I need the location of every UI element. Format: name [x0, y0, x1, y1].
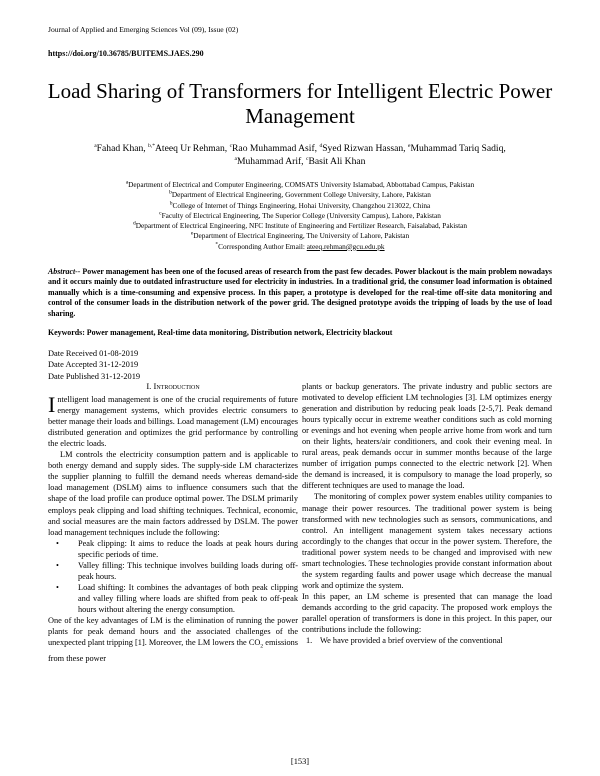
list-item: • Load shifting: It combines the advantages of both peak clipping and valley filling where loads are shifted from peak to off-peak hours without altering the energy consumption.: [78, 582, 298, 615]
author-name: $^e$Muhammad Tariq Sadiq,: [407, 142, 506, 154]
lm-techniques-list: [48, 538, 298, 615]
intro-paragraph-2: LM controls the electricity consumption pattern and is applicable to both energy demand and supply sides. The supply-side LM characterizes the supplier planning to fulfill the demand needs whereas demand-side load management (DSLM) aims to influence consumers such that the shape of the load profile can produce optimal power. The DSLM primarily employs peak clipping and load shifting techniques. Technical, economic, and social measures are the main factors addressed by DSLM. The power load management techniques include the following:: [48, 450, 298, 537]
affiliations: [60, 180, 540, 252]
author-list: [70, 142, 530, 168]
date-accepted: Date Accepted 31-12-2019: [48, 360, 139, 370]
right-column: [302, 381, 552, 646]
affiliation-line: $^e$Department of Electrical Engineering, The University of Lahore, Pakistan: [190, 231, 410, 241]
affiliation-line: $^b$Department of Electrical Engineering, Government College University, Lahore, Pakistan: [169, 189, 431, 200]
paper-title: Load Sharing of Transformers for Intelligent Electric Power Management: [47, 79, 553, 128]
journal-header: Journal of Applied and Emerging Sciences Vol (09), Issue (02): [48, 25, 239, 34]
list-item: • Peak clipping: It aims to reduce the loads at peak hours during specific periods of time.: [78, 538, 298, 560]
list-item: 1. We have provided a brief overview of the conventional: [306, 636, 503, 646]
dates: [48, 348, 140, 382]
affiliation-line: $^a$Department of Electrical and Computer Engineering, COMSATS University Islamabad, Abbottabad Campus, Pakistan: [125, 179, 475, 189]
abstract-label: Abstract--: [48, 267, 81, 276]
author-name: $^a$Muhammad Arif,: [234, 155, 306, 167]
keywords: Keywords: Power management, Real-time data monitoring, Distribution network, Electricity blackout: [48, 328, 393, 337]
author-name: $^{b,*}$Ateeq Ur Rehman,: [148, 142, 230, 154]
abstract: [48, 267, 552, 319]
abstract-text: Power management has been one of the focused areas of research from the past few decades. Power blackout is the main problem nowadays and it occurs mainly due to outdated infrastructure used for electricity in industries. In a traditional grid, the consumer load information is obtained manually which is a time-consuming and expensive process. In this paper, a prototype is developed for the real-time off-site data monitoring and control of the consumer loads in the distribution network of the power grid. The designed prototype avoids the tripping of loads by the use of load sharing.: [48, 267, 552, 318]
date-received: Date Received 01-08-2019: [48, 349, 139, 358]
corresponding-author: *Corresponding Author Email: ateeq.rehman@gcu.edu.pk: [215, 241, 385, 251]
date-published: Date Published 31-12-2019: [48, 371, 141, 381]
intro-paragraph-5: The monitoring of complex power system enables utility companies to manage their power resources. The traditional power system is being transformed with new technologies such as sensors, communications, and control. An intelligent management system takes necessary actions accordingly to the changes that occur in the power system. Therefore, the traditional power system needs to be changed and improvised with new smart technologies. These technologies provide constant information about the system regarding faults and power usage which decrease the manual work and optimize the system.: [302, 492, 552, 590]
intro-paragraph-3: One of the key advantages of LM is the elimination of running the power plants for peak demand hours and the associated challenges of the unexpected plant tripping [1]. Moreover, the LM lowers the $CO_2$ emissions from these power: [48, 615, 299, 663]
list-item: • Valley filling: This technique involves building loads during off-peak hours.: [78, 560, 298, 582]
intro-paragraph-4: plants or backup generators. The private industry and public sectors are motivated to develop efficient LM technologies [3]. LM optimizes energy generation and distribution by reducing peak loads [2-5,7]. Peak demand hours typically occur in extreme weather conditions such as cold morning or evenings and hot evening when people arrive home from work and turn on their lights, heaters/air conditioners, and cook their evening meal. In rural areas, peak demands occur in summer months because of the large number of irrigation pumps connected to the electric network [2]. When the demand is increased, it is compulsory to manage the load properly, so different techniques are used to manage the load.: [302, 382, 552, 491]
corresponding-email[interactable]: ateeq.rehman@gcu.edu.pk: [306, 241, 385, 251]
page-number: [153]: [290, 757, 310, 766]
affiliation-line: $^c$Faculty of Electrical Engineering, The Superior College (University Campus), Lahore, Pakistan: [159, 210, 441, 220]
author-name: $^c$Basit Ali Khan: [305, 155, 366, 167]
affiliation-line: $^d$Department of Electrical Engineering, NFC Institute of Engineering and Fertilizer Research, Faisalabad, Pakistan: [132, 220, 468, 231]
left-column: [48, 381, 298, 664]
doi-link[interactable]: https://doi.org/10.36785/BUITEMS.JAES.290: [48, 49, 204, 58]
contributions-list: [302, 635, 552, 646]
author-name: $^d$Syed Rizwan Hassan,: [319, 142, 408, 154]
author-name: $^a$Fahad Khan,: [94, 142, 149, 154]
affiliation-line: $^b$College of Internet of Things Engineering, Hohai University, Changzhou 213022, China: [169, 200, 431, 210]
drop-cap: I: [48, 392, 56, 418]
intro-paragraph-1: Intelligent load management is one of the crucial requirements of future energy management systems, which provides electric consumers to better manage their loads and billings. Load management (LM) encourages distributed generation and optimizes the grid performance by controlling the electric loads.: [48, 392, 298, 449]
author-name: $^c$Rao Muhammad Asif,: [229, 142, 320, 154]
intro-paragraph-6: In this paper, an LM scheme is presented that can manage the load demands according to the grid capacity. The proposed work employs the parallel operation of transformers is done in this project. In this paper, our contributions include the following:: [302, 591, 552, 635]
section-heading: I. Introduction: [146, 381, 200, 391]
